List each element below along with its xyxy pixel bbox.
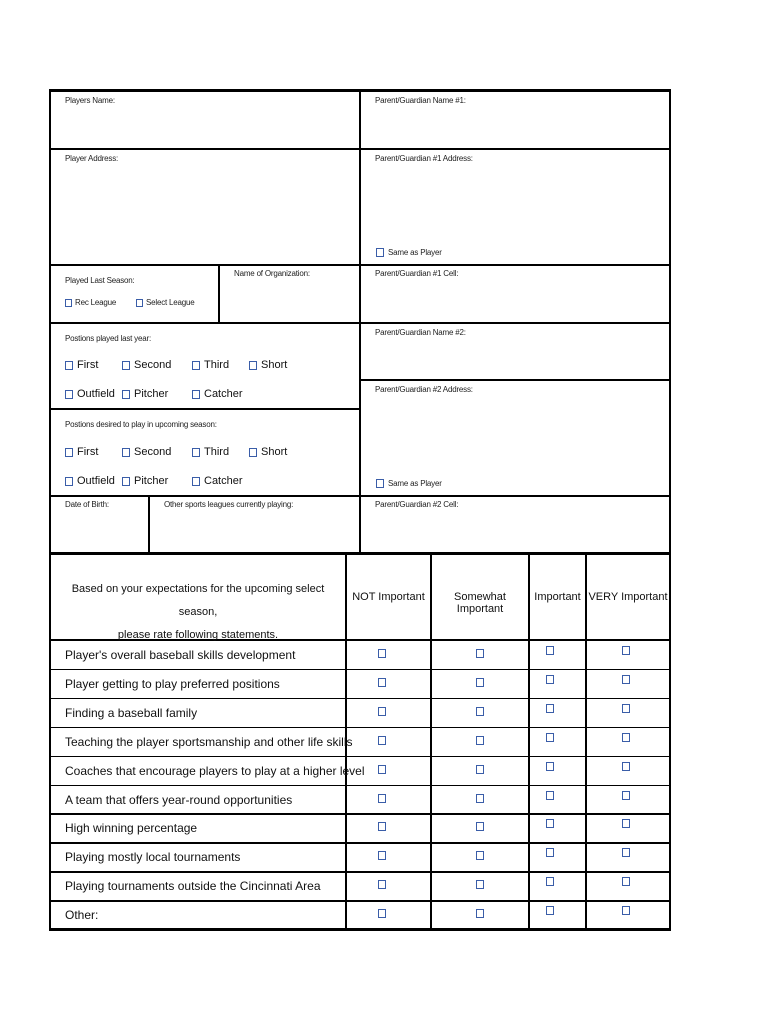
last-pos-pitcher[interactable]: Pitcher — [122, 388, 168, 400]
row-divider — [49, 756, 671, 758]
statement-label: A team that offers year-round opportunities — [65, 792, 293, 807]
rating-checkbox[interactable] — [476, 822, 484, 831]
checkbox-icon[interactable] — [65, 448, 73, 457]
rating-checkbox[interactable] — [622, 848, 630, 857]
parent2-name-label: Parent/Guardian Name #2: — [375, 328, 466, 337]
rating-checkbox[interactable] — [622, 791, 630, 800]
rec-league-label: Rec League — [75, 298, 117, 307]
same-as-player-1-label: Same as Player — [388, 248, 442, 257]
rating-checkbox[interactable] — [476, 909, 484, 918]
rating-checkbox[interactable] — [546, 791, 554, 800]
same-as-player-2[interactable] — [376, 479, 442, 488]
col-very-important: VERY Important — [588, 591, 668, 603]
row-divider — [49, 842, 671, 844]
rating-checkbox[interactable] — [476, 736, 484, 745]
select-league-label: Select League — [146, 298, 195, 307]
rating-checkbox[interactable] — [546, 906, 554, 915]
rating-checkbox[interactable] — [546, 819, 554, 828]
dob-label: Date of Birth: — [65, 500, 109, 509]
parent2-cell-label: Parent/Guardian #2 Cell: — [375, 500, 459, 509]
positions-upcoming-label: Postions desired to play in upcoming season: — [65, 420, 217, 429]
checkbox-icon[interactable] — [192, 390, 200, 399]
rating-checkbox[interactable] — [546, 848, 554, 857]
rating-checkbox[interactable] — [476, 678, 484, 687]
row-divider — [49, 900, 671, 902]
checkbox-icon[interactable] — [192, 448, 200, 457]
statement-label: Finding a baseball family — [65, 705, 198, 720]
rating-checkbox[interactable] — [546, 704, 554, 713]
row-divider — [49, 871, 671, 873]
rating-checkbox[interactable] — [378, 822, 386, 831]
statement-label: Teaching the player sportsmanship and other life skills — [65, 734, 353, 749]
checkbox-icon[interactable] — [192, 361, 200, 370]
select-league-checkbox[interactable] — [136, 299, 143, 307]
row-divider — [49, 698, 671, 700]
checkbox-icon[interactable] — [122, 361, 130, 370]
rating-checkbox[interactable] — [622, 675, 630, 684]
parent1-name-label: Parent/Guardian Name #1: — [375, 96, 466, 105]
rating-checkbox[interactable] — [378, 909, 386, 918]
checkbox-icon[interactable] — [122, 448, 130, 457]
checkbox-icon[interactable] — [249, 448, 257, 457]
survey-prompt-line2: please rate following statements. — [117, 629, 279, 641]
parent1-address-label: Parent/Guardian #1 Address: — [375, 154, 473, 163]
survey-prompt — [55, 578, 341, 647]
rating-checkbox[interactable] — [622, 704, 630, 713]
row-divider — [49, 785, 671, 787]
rating-checkbox[interactable] — [546, 646, 554, 655]
rating-checkbox[interactable] — [476, 880, 484, 889]
rec-league-checkbox[interactable] — [65, 299, 72, 307]
next-pos-third[interactable]: Third — [192, 446, 229, 458]
statement-label: Playing mostly local tournaments — [65, 850, 241, 865]
checkbox-icon[interactable] — [65, 361, 73, 370]
rating-checkbox[interactable] — [622, 646, 630, 655]
statement-label: Player's overall baseball skills development — [65, 648, 296, 662]
col-somewhat-important: Somewhat Important — [454, 591, 506, 615]
checkbox-icon[interactable] — [122, 477, 130, 486]
rating-checkbox[interactable] — [378, 880, 386, 889]
rating-checkbox[interactable] — [546, 675, 554, 684]
rating-checkbox[interactable] — [622, 819, 630, 828]
other-sports-label: Other sports leagues currently playing: — [164, 500, 294, 509]
next-pos-second[interactable]: Second — [122, 446, 171, 458]
last-pos-second[interactable]: Second — [122, 359, 171, 371]
played-last-season-label: Played Last Season: — [65, 276, 135, 285]
checkbox-icon[interactable] — [65, 477, 73, 486]
checkbox-icon[interactable] — [65, 390, 73, 399]
rating-checkbox[interactable] — [546, 762, 554, 771]
next-pos-short[interactable]: Short — [249, 446, 287, 458]
statement-label: Player getting to play preferred positions — [65, 676, 280, 691]
row-divider — [49, 727, 671, 729]
survey-prompt-line1: Based on your expectations for the upcoming select season, — [71, 583, 325, 618]
rating-checkbox[interactable] — [476, 794, 484, 803]
last-pos-outfield[interactable]: Outfield — [65, 388, 115, 400]
positions-last-year-label: Postions played last year: — [65, 334, 151, 343]
rating-checkbox[interactable] — [622, 762, 630, 771]
select-league-option[interactable] — [136, 298, 195, 307]
same-as-player-1[interactable] — [376, 248, 442, 257]
rating-checkbox[interactable] — [378, 851, 386, 860]
rating-checkbox[interactable] — [378, 707, 386, 716]
row-divider — [49, 669, 671, 671]
rating-checkbox[interactable] — [378, 649, 386, 658]
checkbox-icon[interactable] — [122, 390, 130, 399]
rating-checkbox[interactable] — [622, 733, 630, 742]
organization-label: Name of Organization: — [234, 269, 310, 278]
col-important: Important — [534, 591, 581, 603]
parent1-cell-label: Parent/Guardian #1 Cell: — [375, 269, 459, 278]
next-pos-first[interactable]: First — [65, 446, 98, 458]
same-as-player-1-checkbox[interactable] — [376, 248, 384, 257]
row-divider — [49, 813, 671, 815]
rating-checkbox[interactable] — [378, 794, 386, 803]
rating-checkbox[interactable] — [378, 736, 386, 745]
last-pos-third[interactable]: Third — [192, 359, 229, 371]
statement-label: Playing tournaments outside the Cincinnati Area — [65, 879, 321, 894]
last-pos-short[interactable]: Short — [249, 359, 287, 371]
rating-checkbox[interactable] — [546, 877, 554, 886]
rec-league-option[interactable] — [65, 298, 116, 307]
statement-label: High winning percentage — [65, 821, 198, 836]
statement-label: Coaches that encourage players to play at a higher level — [65, 763, 365, 778]
rating-checkbox[interactable] — [476, 765, 484, 774]
rating-checkbox[interactable] — [378, 678, 386, 687]
rating-checkbox[interactable] — [476, 851, 484, 860]
rating-checkbox[interactable] — [476, 707, 484, 716]
statement-label: Other: — [65, 908, 99, 923]
checkbox-icon[interactable] — [249, 361, 257, 370]
same-as-player-2-label: Same as Player — [388, 479, 442, 488]
next-pos-catcher[interactable]: Catcher — [192, 475, 243, 487]
last-pos-first[interactable]: First — [65, 359, 98, 371]
last-pos-catcher[interactable]: Catcher — [192, 388, 243, 400]
rating-checkbox[interactable] — [476, 649, 484, 658]
parent2-address-label: Parent/Guardian #2 Address: — [375, 385, 473, 394]
players-name-label: Players Name: — [65, 96, 115, 105]
rating-checkbox[interactable] — [378, 765, 386, 774]
rating-checkbox[interactable] — [622, 877, 630, 886]
checkbox-icon[interactable] — [192, 477, 200, 486]
rating-checkbox[interactable] — [622, 906, 630, 915]
next-pos-outfield[interactable]: Outfield — [65, 475, 115, 487]
same-as-player-2-checkbox[interactable] — [376, 479, 384, 488]
next-pos-pitcher[interactable]: Pitcher — [122, 475, 168, 487]
player-address-label: Player Address: — [65, 154, 119, 163]
rating-checkbox[interactable] — [546, 733, 554, 742]
col-not-important: NOT Important — [352, 591, 425, 603]
